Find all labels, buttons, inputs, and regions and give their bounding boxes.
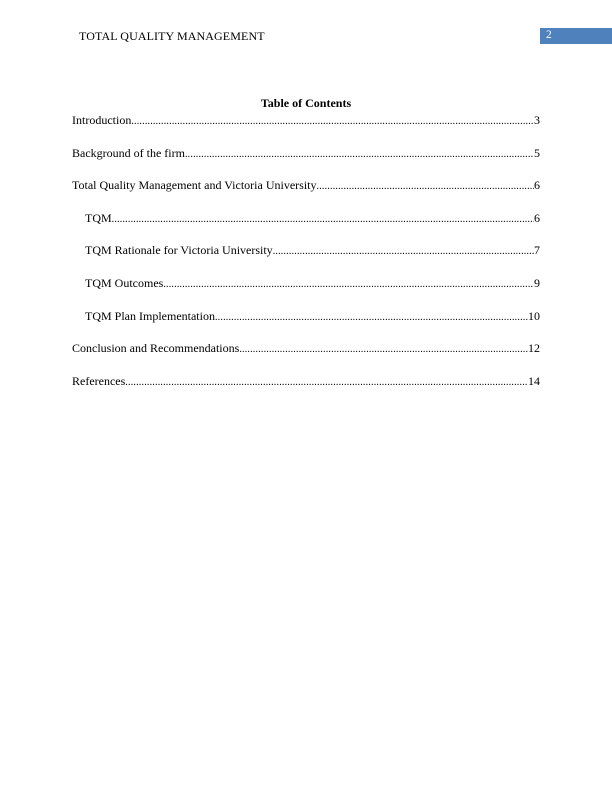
toc-entry-page: 3 [534,113,540,127]
toc-entry-label: Total Quality Management and Victoria University [72,178,317,193]
toc-entry-background[interactable] [72,146,540,179]
toc-entry-label: TQM Plan Implementation [85,308,215,323]
toc-entry-tqm-rationale[interactable] [72,243,540,276]
running-head: TOTAL QUALITY MANAGEMENT [79,29,265,43]
toc-entry-tqm-plan-implementation[interactable] [72,309,540,342]
toc-dot-leader [131,115,534,129]
toc-entry-page: 10 [528,308,540,323]
toc-dot-leader [317,180,535,194]
toc-entry-page: 14 [528,373,540,388]
toc-entry-label: Conclusion and Recommendations [72,341,240,356]
toc-entry-page: 6 [534,210,540,225]
toc-entry-page: 5 [534,145,540,160]
toc-title: Table of Contents [260,96,352,110]
page-number: 2 [546,29,552,41]
toc-dot-leader [112,213,534,227]
toc-entry-label: TQM Outcomes [85,275,164,290]
page-header [0,0,612,50]
toc-entry-conclusion[interactable] [72,341,540,374]
toc-entry-tqm[interactable] [72,211,540,244]
toc-entry-label: Introduction [72,113,132,127]
toc-dot-leader [273,245,534,259]
page-number-box [540,28,612,44]
toc-entry-page: 12 [528,341,540,356]
toc-entry-label: References [72,373,126,388]
toc-entry-tqm-victoria-university[interactable] [72,178,540,211]
toc-entry-label: TQM Rationale for Victoria University [85,243,273,258]
toc-entry-introduction[interactable] [72,113,540,146]
toc-entry-page: 9 [534,275,540,290]
toc-dot-leader [163,278,534,292]
toc-dot-leader [239,343,528,357]
toc-dot-leader [125,376,528,390]
toc-entry-references[interactable] [72,374,540,407]
toc-entry-page: 6 [534,178,540,193]
table-of-contents [72,113,540,406]
toc-entry-label: Background of the firm [72,145,185,160]
toc-entry-label: TQM [85,210,112,225]
toc-entry-page: 7 [534,243,540,258]
toc-entry-tqm-outcomes[interactable] [72,276,540,309]
toc-dot-leader [215,311,528,325]
toc-dot-leader [185,148,534,162]
